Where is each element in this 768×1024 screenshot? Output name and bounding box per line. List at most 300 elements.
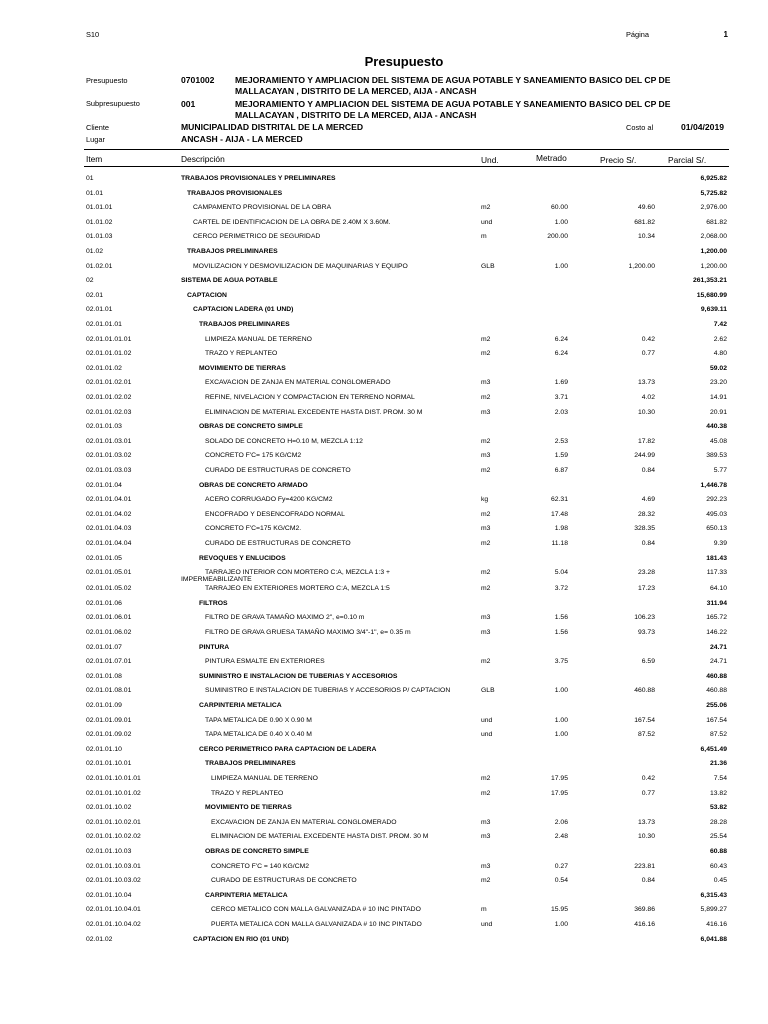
row-parcial: 6,315.43 — [700, 891, 727, 899]
row-item-code: 02.01.01.07.01 — [86, 658, 132, 666]
row-metrado: 1.00 — [554, 262, 568, 270]
row-item-code: 02.01.01.10.01.01 — [86, 775, 141, 782]
row-parcial: 1,200.00 — [700, 248, 727, 255]
row-parcial: 311.94 — [706, 599, 727, 607]
row-parcial: 45.08 — [709, 437, 727, 445]
row-unit: m2 — [481, 437, 491, 445]
row-unit: m — [481, 906, 487, 914]
row-metrado: 3.71 — [554, 394, 568, 401]
row-description: TRAZO Y REPLANTEO — [211, 789, 284, 797]
row-item-code: 01.01 — [86, 189, 104, 197]
table-row — [0, 306, 768, 320]
row-precio: 93.73 — [637, 629, 655, 636]
row-parcial: 6,925.82 — [700, 175, 727, 182]
row-unit: m2 — [481, 658, 491, 666]
row-metrado: 15.95 — [550, 906, 568, 914]
row-unit: m — [481, 233, 487, 241]
table-row — [0, 746, 768, 760]
row-item-code: 02.01.01.04 — [86, 481, 122, 489]
row-metrado: 5.04 — [554, 569, 568, 577]
row-precio: 4.02 — [641, 394, 655, 401]
row-parcial: 13.82 — [709, 789, 727, 797]
row-description: MOVILIZACION Y DESMOVILIZACION DE MAQUINARIAS Y EQUIPO — [193, 262, 408, 270]
table-row — [0, 248, 768, 262]
row-description: SISTEMA DE AGUA POTABLE — [181, 277, 278, 285]
row-metrado: 1.56 — [554, 614, 568, 622]
row-item-code: 02.01.01.10.04.01 — [86, 906, 141, 914]
row-item-code: 02.01.01.06.01 — [86, 614, 132, 622]
row-unit: m3 — [481, 862, 491, 870]
table-row — [0, 321, 768, 335]
row-parcial: 389.53 — [706, 452, 727, 460]
table-row — [0, 687, 768, 701]
row-item-code: 01.01.01 — [86, 204, 113, 212]
row-item-code: 02.01.01.10.02.01 — [86, 818, 141, 826]
row-item-code: 02.01.01.04.03 — [86, 525, 132, 533]
row-unit: m2 — [481, 510, 491, 518]
col-header-und: Und. — [481, 155, 499, 165]
row-precio: 10.34 — [637, 233, 655, 241]
row-metrado: 6.24 — [554, 350, 568, 358]
row-description: OBRAS DE CONCRETO SIMPLE — [205, 848, 309, 855]
row-parcial: 495.03 — [706, 510, 727, 518]
table-row — [0, 717, 768, 731]
row-description: PINTURA — [199, 643, 230, 651]
row-item-code: 01.01.03 — [86, 233, 113, 241]
row-metrado: 0.27 — [554, 862, 568, 870]
row-precio: 460.88 — [634, 687, 655, 695]
row-precio: 0.84 — [641, 877, 655, 885]
row-item-code: 01.02.01 — [86, 262, 113, 270]
row-unit: m2 — [481, 540, 491, 547]
row-description: LIMPIEZA MANUAL DE TERRENO — [205, 335, 312, 343]
row-unit: m2 — [481, 394, 491, 401]
presupuesto-label: Presupuesto — [86, 76, 128, 85]
col-header-metrado: Metrado — [536, 153, 567, 163]
row-description: PUERTA METALICA CON MALLA GALVANIZADA # 10 INC PINTADO — [211, 921, 422, 928]
row-parcial: 5,899.27 — [700, 906, 727, 914]
row-unit: m2 — [481, 467, 491, 474]
table-row — [0, 921, 768, 935]
row-item-code: 02.01.01.04.04 — [86, 540, 132, 547]
table-row — [0, 790, 768, 804]
row-unit: m3 — [481, 833, 491, 841]
row-precio: 17.23 — [637, 585, 655, 593]
table-row — [0, 658, 768, 672]
row-parcial: 416.16 — [706, 921, 727, 928]
row-parcial: 165.72 — [706, 614, 727, 622]
row-item-code: 02.01.01.01 — [86, 321, 122, 328]
row-unit: m2 — [481, 350, 491, 358]
table-row — [0, 555, 768, 569]
row-unit: m2 — [481, 335, 491, 343]
table-row — [0, 423, 768, 437]
table-row — [0, 350, 768, 364]
row-item-code: 02.01.01.04.01 — [86, 496, 132, 504]
row-description: CURADO DE ESTRUCTURAS DE CONCRETO — [205, 467, 351, 474]
table-row — [0, 233, 768, 247]
table-row — [0, 190, 768, 204]
row-parcial: 24.71 — [709, 658, 727, 666]
row-parcial: 5.77 — [713, 467, 727, 474]
row-description: TARRAJEO INTERIOR CON MORTERO C:A, MEZCLA 1:3 + — [205, 569, 390, 577]
row-item-code: 02.01.01.10.04.02 — [86, 921, 141, 928]
col-header-item: Item — [86, 154, 103, 164]
row-parcial: 181.43 — [706, 554, 727, 562]
row-parcial: 9,639.11 — [700, 306, 727, 314]
row-item-code: 02.01 — [86, 291, 104, 299]
row-item-code: 02.01.01.10.03.01 — [86, 862, 141, 870]
table-row — [0, 585, 768, 599]
row-metrado: 6.24 — [554, 335, 568, 343]
table-row — [0, 600, 768, 614]
table-row — [0, 877, 768, 891]
row-precio: 23.28 — [637, 569, 655, 577]
row-description: CONCRETO F'C = 140 KG/CM2 — [211, 862, 310, 870]
row-item-code: 01.01.02 — [86, 218, 113, 226]
row-description: TRABAJOS PRELIMINARES — [199, 321, 290, 328]
row-unit: und — [481, 921, 493, 928]
row-item-code: 02.01.01.06 — [86, 599, 122, 607]
row-description: TRABAJOS PRELIMINARES — [187, 248, 278, 255]
row-unit: m3 — [481, 614, 491, 622]
table-row — [0, 175, 768, 189]
row-precio: 416.16 — [634, 921, 655, 928]
table-row — [0, 467, 768, 481]
cliente-label: Cliente — [86, 123, 110, 132]
row-parcial: 117.33 — [706, 569, 727, 577]
row-item-code: 02.01.01.10.03.02 — [86, 877, 141, 885]
row-item-code: 01.02 — [86, 248, 104, 255]
row-description: TRAZO Y REPLANTEO — [205, 350, 278, 358]
row-description: FILTROS — [199, 599, 228, 607]
row-item-code: 02.01.01.10.02.02 — [86, 833, 141, 841]
row-parcial: 460.88 — [706, 672, 727, 680]
table-row — [0, 525, 768, 539]
row-description: TAPA METALICA DE 0.90 X 0.90 M — [205, 716, 312, 724]
row-metrado: 1.98 — [554, 525, 568, 533]
row-description: CAMPAMENTO PROVISIONAL DE LA OBRA — [193, 204, 332, 212]
table-row — [0, 936, 768, 950]
subpresupuesto-desc-line1: MEJORAMIENTO Y AMPLIACION DEL SISTEMA DE AGUA POTABLE Y SANEAMIENTO BASICO DEL CP DE — [235, 99, 671, 109]
subpresupuesto-label: Subpresupuesto — [86, 99, 140, 108]
subpresupuesto-code: 001 — [181, 99, 196, 109]
row-precio: 10.30 — [637, 833, 655, 841]
row-precio: 6.59 — [641, 658, 655, 666]
row-metrado: 17.95 — [550, 775, 568, 782]
row-description: CERCO METALICO CON MALLA GALVANIZADA # 10 INC PINTADO — [211, 906, 421, 914]
row-metrado: 0.54 — [554, 877, 568, 885]
row-unit: und — [481, 731, 493, 739]
row-description: CURADO DE ESTRUCTURAS DE CONCRETO — [211, 877, 357, 885]
row-unit: m3 — [481, 452, 491, 460]
table-row — [0, 219, 768, 233]
row-description: ELIMINACION DE MATERIAL EXCEDENTE HASTA DIST. PROM. 30 M — [205, 408, 423, 416]
table-row — [0, 775, 768, 789]
row-precio: 0.84 — [641, 467, 655, 474]
row-parcial: 20.91 — [709, 408, 727, 416]
row-description: REVOQUES Y ENLUCIDOS — [199, 554, 286, 562]
row-parcial: 59.02 — [709, 364, 727, 372]
row-item-code: 02.01.01.09.02 — [86, 731, 132, 739]
presupuesto-code: 0701002 — [181, 75, 215, 85]
row-parcial: 292.23 — [706, 496, 727, 504]
row-description: TRABAJOS PRELIMINARES — [205, 760, 296, 768]
row-parcial: 0.45 — [713, 877, 727, 885]
row-precio: 87.52 — [637, 731, 655, 739]
row-parcial: 4.80 — [713, 350, 727, 358]
row-description: TRABAJOS PROVISIONALES Y PRELIMINARES — [181, 175, 336, 182]
table-row — [0, 292, 768, 306]
row-parcial: 146.22 — [706, 629, 727, 636]
row-item-code: 02.01.01.05.01 — [86, 569, 132, 577]
row-description: CAPTACION EN RIO (01 UND) — [193, 935, 289, 943]
table-row — [0, 644, 768, 658]
row-description: REFINE, NIVELACION Y COMPACTACION EN TERRENO NORMAL — [205, 394, 415, 401]
row-description: CAPTACION LADERA (01 UND) — [193, 306, 294, 314]
table-row — [0, 438, 768, 452]
row-item-code: 02.01.01.02.02 — [86, 394, 132, 401]
table-row — [0, 496, 768, 510]
row-description: ELIMINACION DE MATERIAL EXCEDENTE HASTA DIST. PROM. 30 M — [211, 833, 429, 841]
row-parcial: 6,451.49 — [700, 745, 727, 753]
row-unit: m2 — [481, 877, 491, 885]
table-row — [0, 263, 768, 277]
table-row — [0, 379, 768, 393]
row-unit: GLB — [481, 687, 495, 695]
row-item-code: 01 — [86, 175, 94, 182]
table-row — [0, 204, 768, 218]
table-row — [0, 673, 768, 687]
page-title: Presupuesto — [364, 54, 444, 69]
row-parcial: 261,353.21 — [692, 277, 727, 285]
table-row — [0, 906, 768, 920]
row-item-code: 02.01.01.09 — [86, 702, 122, 709]
row-precio: 4.69 — [641, 496, 655, 504]
row-parcial: 60.43 — [709, 862, 727, 870]
row-metrado: 2.03 — [554, 408, 568, 416]
row-unit: und — [481, 218, 493, 226]
row-parcial: 440.38 — [706, 423, 727, 431]
row-metrado: 1.56 — [554, 629, 568, 636]
row-item-code: 02.01.01.10.04 — [86, 891, 132, 899]
row-parcial: 64.10 — [709, 585, 727, 593]
row-description: OBRAS DE CONCRETO ARMADO — [199, 481, 308, 489]
row-item-code: 02.01.01.05 — [86, 554, 122, 562]
row-parcial: 2,976.00 — [700, 204, 727, 212]
row-metrado: 3.75 — [554, 658, 568, 666]
table-row — [0, 277, 768, 291]
row-item-code: 02.01.01.01.01 — [86, 335, 132, 343]
table-row — [0, 365, 768, 379]
row-parcial: 15,680.99 — [696, 291, 727, 299]
row-unit: m3 — [481, 629, 491, 636]
row-parcial: 7.54 — [713, 775, 727, 782]
row-parcial: 23.20 — [709, 379, 727, 387]
row-metrado: 200.00 — [547, 233, 568, 241]
row-parcial: 1,446.78 — [700, 481, 727, 489]
row-precio: 244.99 — [634, 452, 655, 460]
row-metrado: 3.72 — [554, 585, 568, 593]
row-unit: und — [481, 716, 493, 724]
row-parcial: 167.54 — [706, 716, 727, 724]
row-description: LIMPIEZA MANUAL DE TERRENO — [211, 775, 318, 782]
table-row — [0, 540, 768, 554]
row-parcial: 650.13 — [706, 525, 727, 533]
row-item-code: 02.01.01.04.02 — [86, 510, 132, 518]
row-precio: 0.77 — [641, 350, 655, 358]
row-precio: 0.84 — [641, 540, 655, 547]
row-description: TAPA METALICA DE 0.40 X 0.40 M — [205, 731, 312, 739]
row-description: TARRAJEO EN EXTERIORES MORTERO C:A, MEZCLA 1:5 — [205, 585, 390, 593]
row-parcial: 255.06 — [706, 702, 727, 709]
row-precio: 681.82 — [634, 218, 655, 226]
row-metrado: 1.69 — [554, 379, 568, 387]
row-description: MOVIMIENTO DE TIERRAS — [199, 364, 286, 372]
table-row — [0, 336, 768, 350]
row-unit: m2 — [481, 569, 491, 577]
row-precio: 369.86 — [634, 906, 655, 914]
row-parcial: 460.88 — [706, 687, 727, 695]
row-item-code: 02.01.01.01.02 — [86, 350, 132, 358]
row-description: CARPINTERIA METALICA — [205, 891, 288, 899]
row-item-code: 02.01.01.02.03 — [86, 408, 132, 416]
row-description: SUMINISTRO E INSTALACION DE TUBERIAS Y ACCESORIOS P/ CAPTACION — [205, 687, 451, 695]
row-precio: 13.73 — [637, 379, 655, 387]
table-row — [0, 629, 768, 643]
row-item-code: 02.01.01.02.01 — [86, 379, 132, 387]
row-parcial: 24.71 — [709, 643, 727, 651]
row-precio: 17.82 — [637, 437, 655, 445]
row-description: EXCAVACION DE ZANJA EN MATERIAL CONGLOMERADO — [205, 379, 391, 387]
row-description: FILTRO DE GRAVA TAMAÑO MAXIMO 2", e=0.10 m — [205, 614, 365, 622]
row-item-code: 02.01.01.09.01 — [86, 716, 132, 724]
row-parcial: 6,041.88 — [700, 935, 727, 943]
row-description: SOLADO DE CONCRETO H=0.10 M, MEZCLA 1:12 — [205, 437, 363, 445]
row-item-code: 02.01.01 — [86, 306, 113, 314]
row-metrado: 2.48 — [554, 833, 568, 841]
row-metrado: 1.00 — [554, 716, 568, 724]
report-code: S10 — [86, 30, 100, 39]
table-row — [0, 702, 768, 716]
row-item-code: 02.01.01.03 — [86, 423, 122, 431]
row-description: TRABAJOS PROVISIONALES — [187, 189, 283, 197]
col-header-parcial: Parcial S/. — [668, 155, 707, 165]
row-item-code: 02.01.01.08.01 — [86, 687, 132, 695]
row-unit: GLB — [481, 262, 495, 270]
costo-label: Costo al — [626, 123, 654, 132]
row-metrado: 1.00 — [554, 218, 568, 226]
page-number: 1 — [723, 30, 728, 39]
row-item-code: 02.01.01.07 — [86, 643, 122, 651]
row-description: OBRAS DE CONCRETO SIMPLE — [199, 423, 303, 431]
table-row — [0, 760, 768, 774]
row-precio: 223.81 — [634, 862, 655, 870]
row-description: CARPINTERIA METALICA — [199, 702, 282, 709]
row-parcial: 7.42 — [713, 321, 727, 328]
row-description: CARTEL DE IDENTIFICACION DE LA OBRA DE 2.40M X 3.60M. — [193, 218, 391, 226]
row-unit: m3 — [481, 379, 491, 387]
row-parcial: 53.82 — [709, 804, 727, 812]
row-precio: 167.54 — [634, 716, 655, 724]
row-parcial: 1,200.00 — [700, 262, 727, 270]
row-description: FILTRO DE GRAVA GRUESA TAMAÑO MAXIMO 3/4"-1", e= 0.35 m — [205, 629, 411, 636]
row-item-code: 02.01.01.10.03 — [86, 848, 132, 855]
row-metrado: 11.18 — [551, 540, 568, 547]
row-metrado: 2.53 — [554, 437, 568, 445]
row-precio: 0.42 — [641, 775, 655, 782]
row-description: MOVIMIENTO DE TIERRAS — [205, 804, 292, 812]
lugar-value: ANCASH - AIJA - LA MERCED — [181, 134, 303, 144]
row-item-code: 02.01.01.05.02 — [86, 585, 132, 593]
row-item-code: 02.01.01.02 — [86, 364, 122, 372]
table-row — [0, 614, 768, 628]
table-row — [0, 731, 768, 745]
row-metrado: 1.59 — [554, 452, 568, 460]
table-row — [0, 819, 768, 833]
presupuesto-desc-line2: MALLACAYAN , DISTRITO DE LA MERCED, AIJA - ANCASH — [235, 86, 477, 96]
row-metrado: 62.31 — [550, 496, 568, 504]
row-metrado: 1.00 — [554, 921, 568, 928]
row-precio: 0.77 — [641, 789, 655, 797]
row-unit: m3 — [481, 818, 491, 826]
row-description-cont: IMPERMEABILIZANTE — [181, 576, 252, 584]
row-parcial: 9.39 — [713, 540, 727, 547]
row-metrado: 1.00 — [554, 687, 568, 695]
col-header-descripcion: Descripción — [181, 154, 225, 164]
row-parcial: 14.91 — [709, 394, 727, 401]
row-description: CERCO PERIMETRICO PARA CAPTACION DE LADERA — [199, 745, 377, 753]
row-description: CURADO DE ESTRUCTURAS DE CONCRETO — [205, 540, 351, 547]
row-precio: 13.73 — [637, 818, 655, 826]
row-precio: 1,200.00 — [628, 262, 655, 270]
row-parcial: 681.82 — [706, 218, 727, 226]
row-parcial: 2.62 — [713, 335, 727, 343]
row-unit: kg — [481, 496, 489, 504]
row-parcial: 28.28 — [709, 818, 727, 826]
row-description: PINTURA ESMALTE EN EXTERIORES — [205, 658, 325, 666]
row-item-code: 02.01.01.03.01 — [86, 437, 132, 445]
row-item-code: 02.01.02 — [86, 935, 113, 943]
row-description: CAPTACION — [187, 291, 227, 299]
row-description: CONCRETO F'C= 175 KG/CM2 — [205, 452, 302, 460]
row-description: EXCAVACION DE ZANJA EN MATERIAL CONGLOMERADO — [211, 818, 397, 826]
row-metrado: 1.00 — [554, 731, 568, 739]
row-unit: m2 — [481, 789, 491, 797]
row-unit: m2 — [481, 775, 491, 782]
row-description: ENCOFRADO Y DESENCOFRADO NORMAL — [205, 510, 345, 518]
row-precio: 106.23 — [634, 614, 655, 622]
table-row — [0, 394, 768, 408]
costo-value: 01/04/2019 — [681, 122, 725, 132]
page-label: Página — [626, 30, 650, 39]
row-precio: 28.32 — [637, 510, 655, 518]
row-item-code: 02.01.01.10.01 — [86, 760, 132, 768]
subpresupuesto-desc-line2: MALLACAYAN , DISTRITO DE LA MERCED, AIJA - ANCASH — [235, 110, 477, 120]
lugar-label: Lugar — [86, 135, 105, 144]
table-row — [0, 409, 768, 423]
table-row — [0, 833, 768, 847]
row-unit: m2 — [481, 585, 491, 593]
row-item-code: 02 — [86, 277, 94, 285]
row-parcial: 2,068.00 — [700, 233, 727, 241]
row-precio: 10.30 — [637, 408, 655, 416]
table-row — [0, 863, 768, 877]
row-parcial: 60.88 — [709, 848, 727, 855]
table-row — [0, 892, 768, 906]
row-parcial: 87.52 — [709, 731, 727, 739]
row-description: ACERO CORRUGADO Fy=4200 KG/CM2 — [205, 496, 333, 504]
